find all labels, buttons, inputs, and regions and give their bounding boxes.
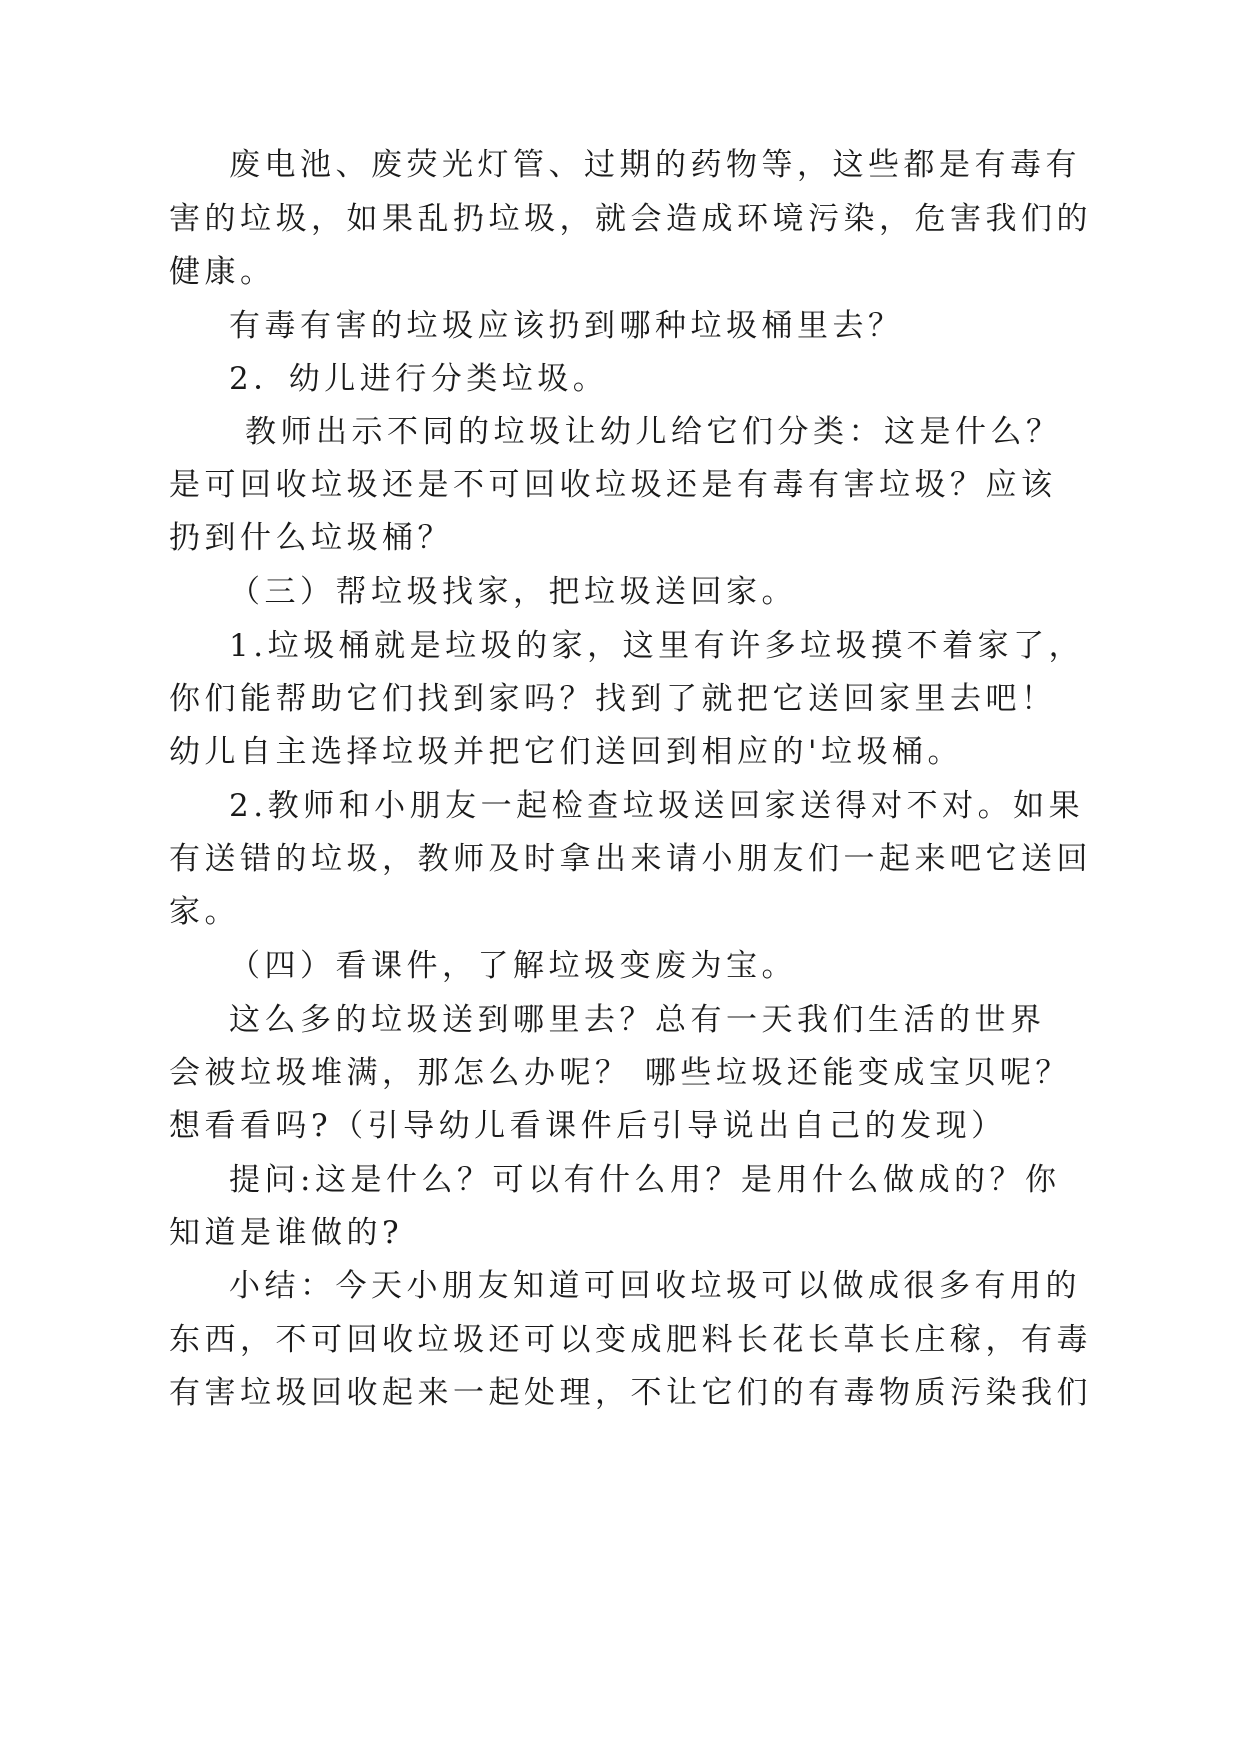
section-heading: （四）看课件，了解垃圾变废为宝。 bbox=[229, 948, 797, 984]
text-line: 幼儿自主选择垃圾并把它们送回到相应的'垃圾桶。 bbox=[169, 734, 964, 770]
text-line: 小结：今天小朋友知道可回收垃圾可以做成很多有用的 bbox=[229, 1268, 1081, 1304]
text-line: 家。 bbox=[169, 894, 240, 930]
text-line: 知道是谁做的? bbox=[169, 1215, 404, 1251]
text-line: 东西，不可回收垃圾还可以变成肥料长花长草长庄稼，有毒 bbox=[169, 1322, 1092, 1358]
text-line: 有毒有害的垃圾应该扔到哪种垃圾桶里去？ bbox=[229, 308, 904, 344]
text-line: 1.垃圾桶就是垃圾的家，这里有许多垃圾摸不着家了， bbox=[229, 628, 1085, 664]
text-line: 有送错的垃圾，教师及时拿出来请小朋友们一起来吧它送回 bbox=[169, 841, 1092, 877]
text-line: 害的垃圾，如果乱扔垃圾，就会造成环境污染，危害我们的 bbox=[169, 201, 1092, 237]
text-line: 想看看吗?（引导幼儿看课件后引导说出自己的发现） bbox=[169, 1108, 1007, 1144]
section-heading: （三）帮垃圾找家，把垃圾送回家。 bbox=[229, 574, 797, 610]
text-line: 提问:这是什么？可以有什么用？是用什么做成的？你 bbox=[229, 1162, 1061, 1198]
text-line: 2．幼儿进行分类垃圾。 bbox=[229, 361, 609, 397]
text-line: 废电池、废荧光灯管、过期的药物等，这些都是有毒有 bbox=[229, 147, 1081, 183]
text-line: 这么多的垃圾送到哪里去？总有一天我们生活的世界 bbox=[229, 1002, 1046, 1038]
text-line: 你们能帮助它们找到家吗？找到了就把它送回家里去吧！ bbox=[169, 681, 1057, 717]
text-line: 教师出示不同的垃圾让幼儿给它们分类：这是什么？ bbox=[245, 414, 1062, 450]
text-line: 会被垃圾堆满，那怎么办呢？ 哪些垃圾还能变成宝贝呢？ bbox=[169, 1055, 1071, 1091]
text-line: 是可回收垃圾还是不可回收垃圾还是有毒有害垃圾？应该 bbox=[169, 467, 1057, 503]
text-line: 扔到什么垃圾桶？ bbox=[169, 520, 453, 556]
text-line: 2.教师和小朋友一起检查垃圾送回家送得对不对。如果 bbox=[229, 788, 1085, 824]
text-line: 健康。 bbox=[169, 254, 276, 290]
text-line: 有害垃圾回收起来一起处理，不让它们的有毒物质污染我们 bbox=[169, 1375, 1092, 1411]
